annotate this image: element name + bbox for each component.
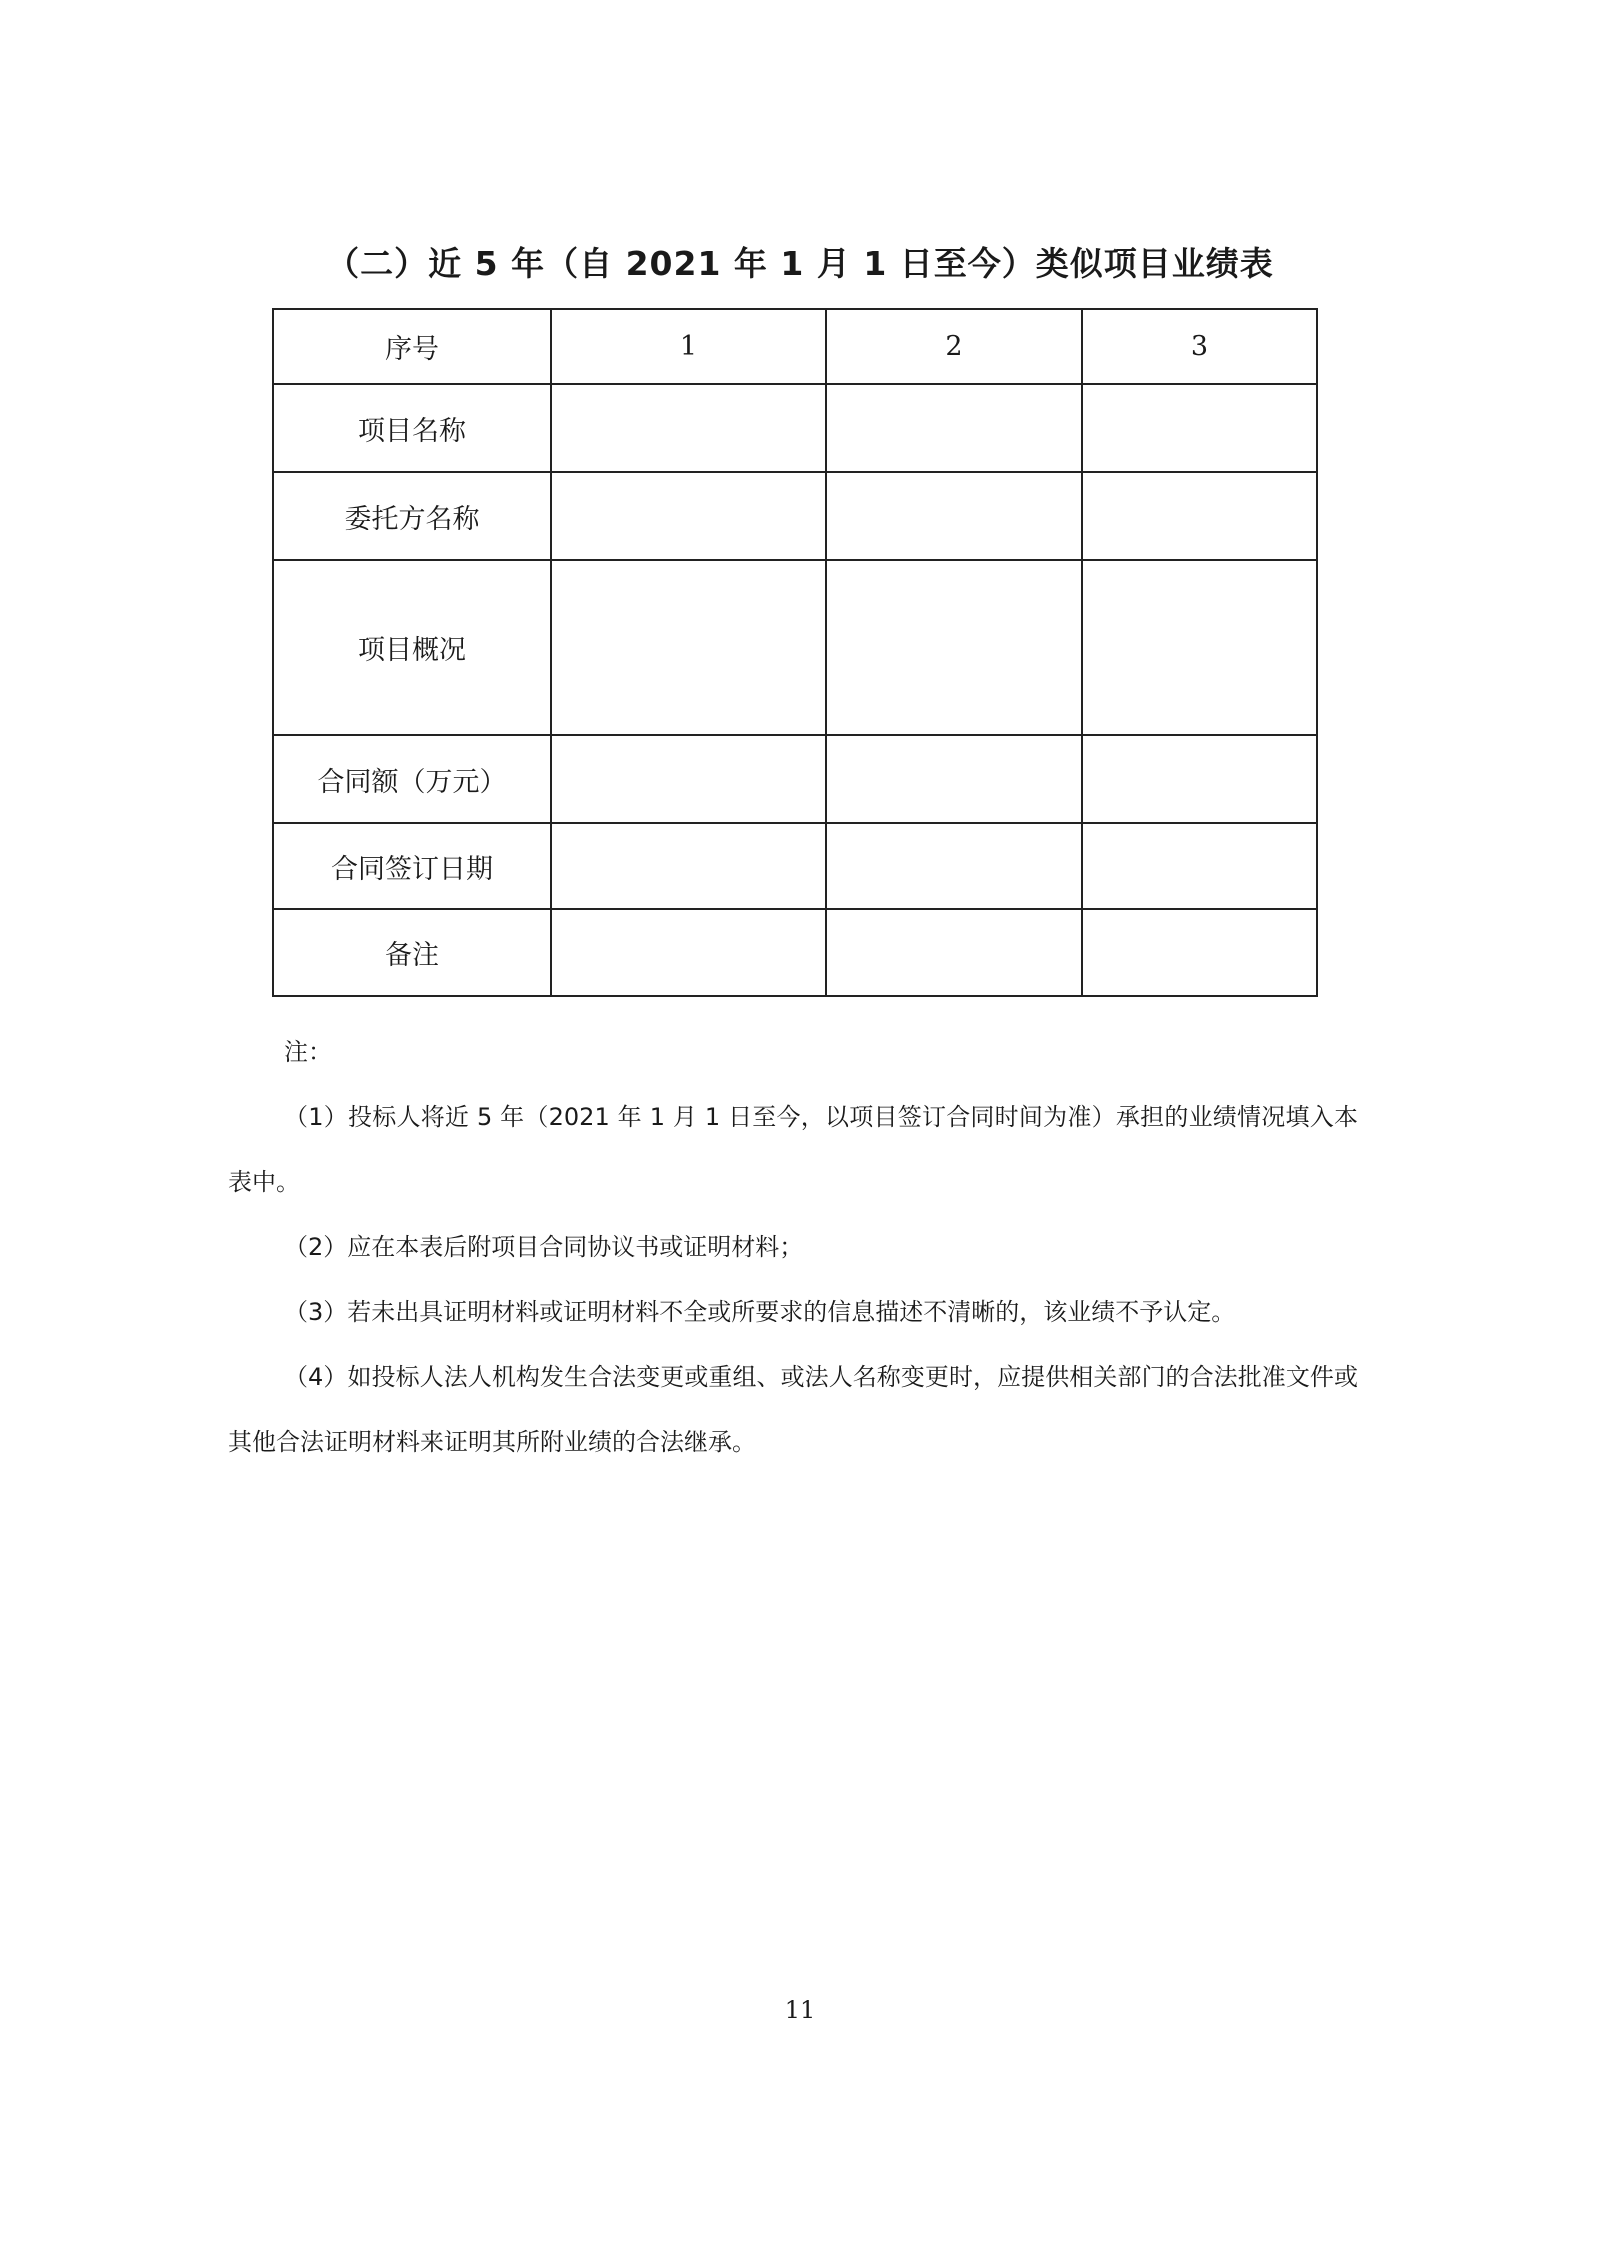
row-label-client-name: 委托方名称 xyxy=(273,472,551,560)
row-label-remarks: 备注 xyxy=(273,909,551,996)
note-item-4: （4）如投标人法人机构发生合法变更或重组、或法人名称变更时，应提供相关部门的合法批准文件或其他合法证明材料来证明其所附业绩的合法继承。 xyxy=(228,1363,1358,1456)
row-label-project-overview: 项目概况 xyxy=(273,560,551,735)
cell-project-overview-1[interactable] xyxy=(551,560,826,735)
cell-project-name-1[interactable] xyxy=(551,384,826,472)
cell-client-name-3[interactable] xyxy=(1082,472,1317,560)
cell-project-overview-3[interactable] xyxy=(1082,560,1317,735)
page-number: 11 xyxy=(784,1996,816,2024)
notes-section xyxy=(228,1020,1358,1475)
performance-table xyxy=(272,308,1316,997)
row-label-contract-amount: 合同额（万元） xyxy=(273,735,551,823)
row-label-contract-date: 合同签订日期 xyxy=(273,823,551,909)
header-column-2: 2 xyxy=(826,309,1082,384)
table-row-project-overview xyxy=(273,560,1317,735)
table-header-row xyxy=(273,309,1317,384)
cell-contract-date-2[interactable] xyxy=(826,823,1082,909)
table-row-contract-date xyxy=(273,823,1317,909)
cell-client-name-1[interactable] xyxy=(551,472,826,560)
cell-project-name-3[interactable] xyxy=(1082,384,1317,472)
cell-remarks-2[interactable] xyxy=(826,909,1082,996)
cell-contract-amount-3[interactable] xyxy=(1082,735,1317,823)
row-label-project-name: 项目名称 xyxy=(273,384,551,472)
cell-client-name-2[interactable] xyxy=(826,472,1082,560)
cell-contract-amount-1[interactable] xyxy=(551,735,826,823)
cell-contract-date-1[interactable] xyxy=(551,823,826,909)
note-item-2: （2）应在本表后附项目合同协议书或证明材料； xyxy=(284,1233,804,1261)
table-row-remarks xyxy=(273,909,1317,996)
table-row-contract-amount xyxy=(273,735,1317,823)
header-column-1: 1 xyxy=(551,309,826,384)
note-item-1: （1）投标人将近 5 年（2021 年 1 月 1 日至今，以项目签订合同时间为准）承担的业绩情况填入本表中。 xyxy=(228,1103,1358,1196)
cell-project-overview-2[interactable] xyxy=(826,560,1082,735)
cell-project-name-2[interactable] xyxy=(826,384,1082,472)
cell-contract-date-3[interactable] xyxy=(1082,823,1317,909)
cell-remarks-3[interactable] xyxy=(1082,909,1317,996)
table-row-project-name xyxy=(273,384,1317,472)
header-column-3: 3 xyxy=(1082,309,1317,384)
notes-label: 注： xyxy=(284,1038,332,1066)
cell-remarks-1[interactable] xyxy=(551,909,826,996)
header-serial-label: 序号 xyxy=(273,309,551,384)
table-row-client-name xyxy=(273,472,1317,560)
page-title: （二）近 5 年（自 2021 年 1 月 1 日至今）类似项目业绩表 xyxy=(326,244,1274,283)
note-item-3: （3）若未出具证明材料或证明材料不全或所要求的信息描述不清晰的，该业绩不予认定。 xyxy=(284,1298,1236,1326)
cell-contract-amount-2[interactable] xyxy=(826,735,1082,823)
